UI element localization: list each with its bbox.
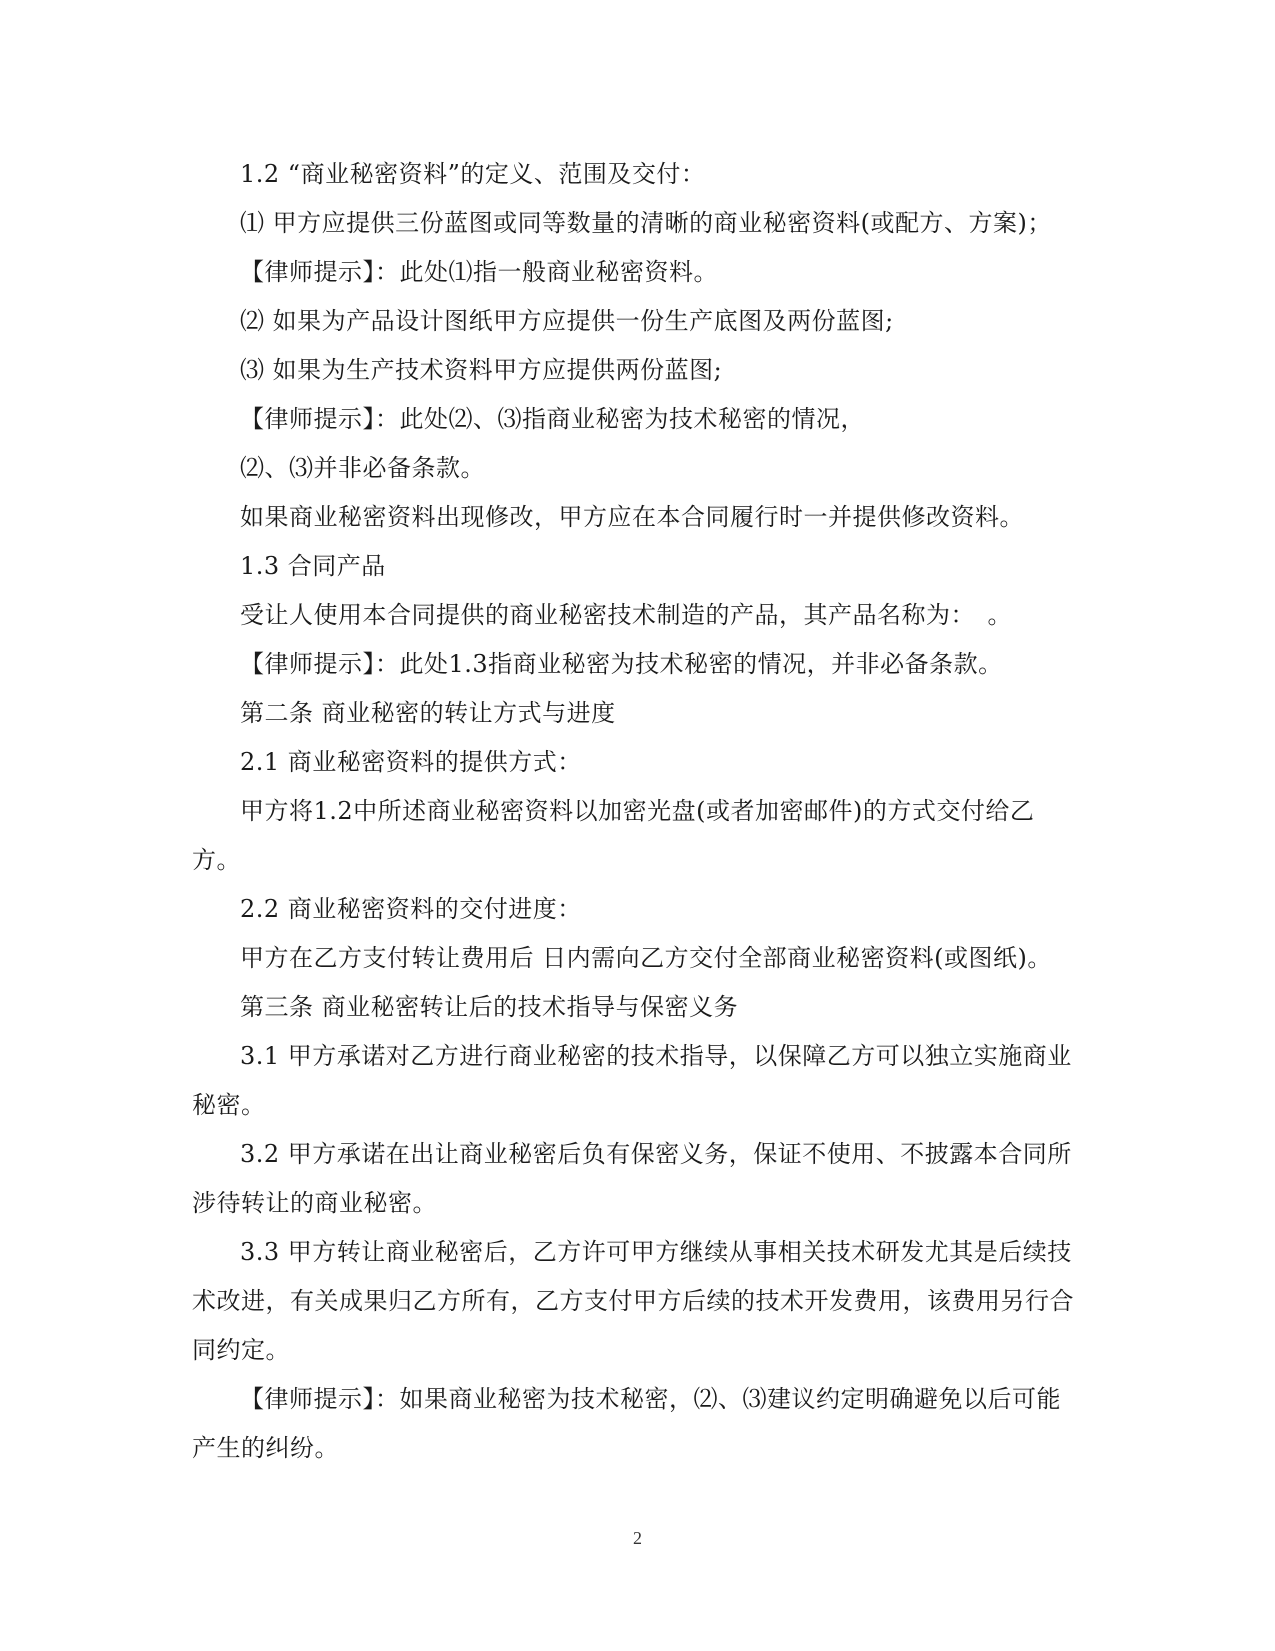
paragraph-delivery-schedule: 甲方在乙方支付转让费用后 日内需向乙方交付全部商业秘密资料(或图纸)。 [240, 944, 1052, 972]
paragraph-section-2-1-title: 2.1 商业秘密资料的提供方式： [240, 748, 582, 776]
page-number: 2 [633, 1528, 642, 1548]
paragraph-item-1: ⑴ 甲方应提供三份蓝图或同等数量的清晰的商业秘密资料(或配方、方案)； [240, 209, 1052, 237]
paragraph-optional-clause: ⑵、⑶并非必备条款。 [240, 454, 485, 482]
paragraph-product-name: 受让人使用本合同提供的商业秘密技术制造的产品，其产品名称为： 。 [240, 601, 1012, 629]
paragraph-item-2: ⑵ 如果为产品设计图纸甲方应提供一份生产底图及两份蓝图; [240, 307, 894, 335]
paragraph-delivery-method: 甲方将1.2中所述商业秘密资料以加密光盘(或者加密邮件)的方式交付给乙方。 [192, 797, 1035, 874]
paragraph-section-1-2-title: 1.2 “商业秘密资料”的定义、范围及交付： [240, 160, 706, 188]
paragraph-lawyer-note-4: 【律师提示】：如果商业秘密为技术秘密，⑵、⑶建议约定明确避免以后可能产生的纠纷。 [192, 1385, 1061, 1462]
document-body [192, 150, 1082, 1473]
paragraph-lawyer-note-3: 【律师提示】：此处1.3指商业秘密为技术秘密的情况，并非必备条款。 [240, 650, 1003, 678]
paragraph-section-3-2: 3.2 甲方承诺在出让商业秘密后负有保密义务，保证不使用、不披露本合同所涉待转让的商业秘密。 [192, 1140, 1072, 1217]
paragraph-article-2-title: 第二条 商业秘密的转让方式与进度 [240, 699, 616, 727]
paragraph-lawyer-note-1: 【律师提示】：此处⑴指一般商业秘密资料。 [240, 258, 718, 286]
paragraph-lawyer-note-2: 【律师提示】：此处⑵、⑶指商业秘密为技术秘密的情况， [240, 405, 865, 433]
paragraph-section-3-1: 3.1 甲方承诺对乙方进行商业秘密的技术指导，以保障乙方可以独立实施商业秘密。 [192, 1042, 1072, 1119]
paragraph-item-3: ⑶ 如果为生产技术资料甲方应提供两份蓝图; [240, 356, 723, 384]
paragraph-article-3-title: 第三条 商业秘密转让后的技术指导与保密义务 [240, 993, 739, 1021]
paragraph-section-2-2-title: 2.2 商业秘密资料的交付进度： [240, 895, 582, 923]
paragraph-section-3-3: 3.3 甲方转让商业秘密后，乙方许可甲方继续从事相关技术研发尤其是后续技术改进，有关成果归乙方所有，乙方支付甲方后续的技术开发费用，该费用另行合同约定。 [192, 1238, 1074, 1364]
paragraph-modification: 如果商业秘密资料出现修改，甲方应在本合同履行时一并提供修改资料。 [240, 503, 1024, 531]
paragraph-section-1-3-title: 1.3 合同产品 [240, 552, 386, 580]
